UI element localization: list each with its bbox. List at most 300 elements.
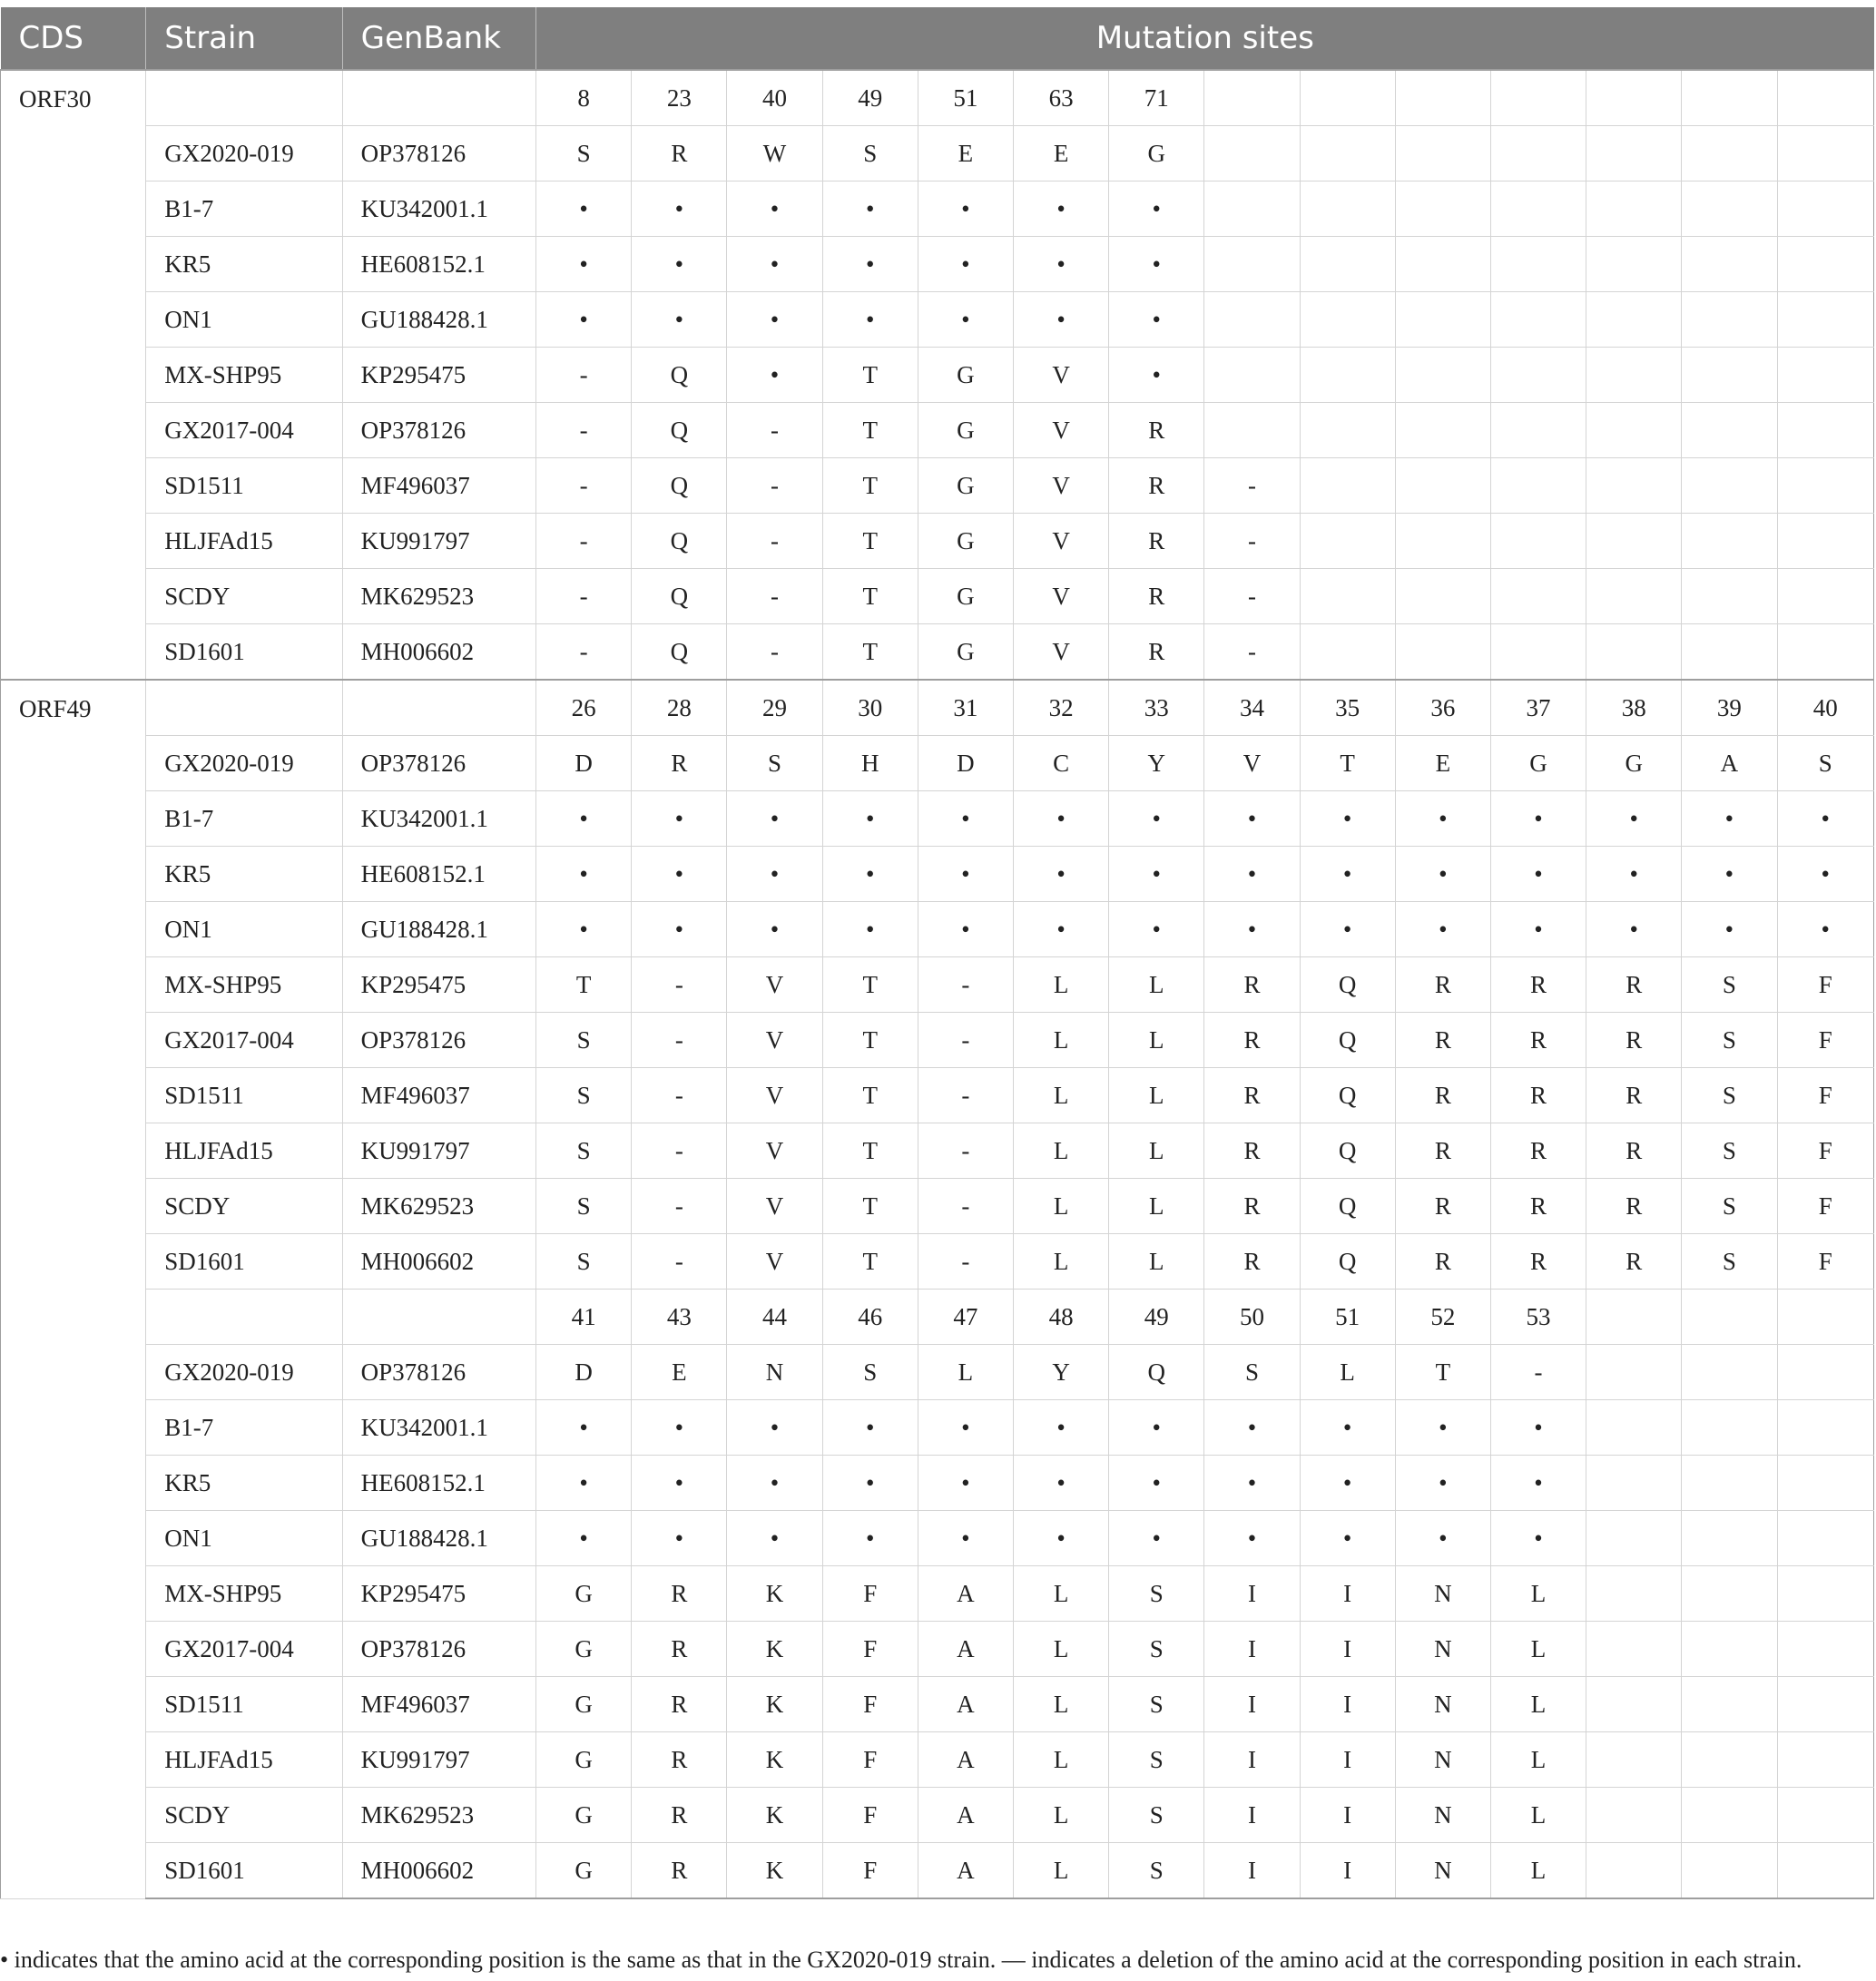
residue-cell [1777,1622,1874,1677]
residue-cell: Q [1300,1123,1395,1179]
residue-cell: • [1682,902,1777,957]
genbank-cell: KU991797 [342,1123,535,1179]
residue-cell: S [1777,736,1874,791]
residue-cell [1586,1566,1682,1622]
residue-cell: I [1300,1843,1395,1899]
residue-cell: T [822,1013,918,1068]
residue-cell: R [1490,1123,1586,1179]
residue-cell: L [1109,1068,1204,1123]
genbank-cell: MF496037 [342,1068,535,1123]
residue-cell: N [1395,1566,1490,1622]
residue-cell: R [1109,624,1204,681]
residue-cell: R [1490,1068,1586,1123]
position-cell: 38 [1586,680,1682,736]
residue-cell: R [632,1566,727,1622]
residue-cell [1300,514,1395,569]
residue-cell [1586,1400,1682,1456]
residue-cell: - [918,1068,1013,1123]
residue-cell: T [822,514,918,569]
residue-cell: V [1014,624,1109,681]
residue-cell [1204,403,1300,458]
residue-cell: V [1014,514,1109,569]
residue-cell: Q [1300,1179,1395,1234]
residue-cell: • [632,847,727,902]
header-genbank: GenBank [342,7,535,70]
residue-cell: S [1109,1677,1204,1732]
residue-cell: • [1300,1511,1395,1566]
residue-cell: • [1109,902,1204,957]
residue-cell [1395,126,1490,181]
residue-cell: I [1300,1677,1395,1732]
residue-cell: G [918,514,1013,569]
residue-cell: G [918,458,1013,514]
residue-cell: • [1300,1456,1395,1511]
residue-cell [1586,458,1682,514]
residue-cell: R [1490,1234,1586,1290]
residue-cell: - [727,624,822,681]
position-cell [1682,70,1777,126]
genbank-cell: OP378126 [342,736,535,791]
residue-cell: N [1395,1677,1490,1732]
table-row [1,1068,1874,1123]
residue-cell: S [536,1234,632,1290]
residue-cell [1777,1456,1874,1511]
residue-cell: V [727,1013,822,1068]
residue-cell: R [1586,1068,1682,1123]
header-cds: CDS [1,7,146,70]
residue-cell: L [918,1345,1013,1400]
residue-cell: Q [632,569,727,624]
genbank-cell: MH006602 [342,624,535,681]
residue-cell [1682,1677,1777,1732]
residue-cell: • [1204,1400,1300,1456]
residue-cell: • [1490,1400,1586,1456]
position-cell [1204,70,1300,126]
table-row [1,458,1874,514]
empty-cell [342,1290,535,1345]
residue-cell: C [1014,736,1109,791]
strain-cell: ON1 [146,292,342,348]
residue-cell: V [727,957,822,1013]
residue-cell: - [536,514,632,569]
residue-cell: N [1395,1843,1490,1899]
residue-cell: S [1682,1013,1777,1068]
residue-cell: V [727,1179,822,1234]
residue-cell: S [536,1013,632,1068]
residue-cell [1490,181,1586,237]
residue-cell [1777,1566,1874,1622]
residue-cell [1682,126,1777,181]
residue-cell: - [536,403,632,458]
strain-cell: SCDY [146,569,342,624]
residue-cell: - [1204,569,1300,624]
residue-cell: R [1204,1068,1300,1123]
residue-cell [1300,237,1395,292]
genbank-cell: OP378126 [342,1013,535,1068]
residue-cell: V [727,1234,822,1290]
residue-cell [1395,514,1490,569]
residue-cell: T [822,1123,918,1179]
residue-cell: Q [1300,1234,1395,1290]
residue-cell: • [632,902,727,957]
residue-cell: R [632,1622,727,1677]
residue-cell: L [1014,1123,1109,1179]
residue-cell: • [536,1511,632,1566]
residue-cell [1586,624,1682,681]
residue-cell: Q [632,403,727,458]
residue-cell: R [1204,1234,1300,1290]
strain-cell: SD1511 [146,1068,342,1123]
table-footnote: • indicates that the amino acid at the corresponding position is the same as that in the GX2020-019 strain. — indicates a deletion of the amino acid at the corresponding position in each strain. [0,1947,1802,1973]
residue-cell: • [822,292,918,348]
residue-cell: • [727,1400,822,1456]
position-cell: 48 [1014,1290,1109,1345]
position-cell: 49 [1109,1290,1204,1345]
residue-cell: R [632,1677,727,1732]
residue-cell: • [1682,847,1777,902]
residue-cell: • [727,1456,822,1511]
residue-cell: K [727,1788,822,1843]
residue-cell: L [1490,1788,1586,1843]
residue-cell: Q [1300,1013,1395,1068]
residue-cell [1682,1566,1777,1622]
residue-cell: S [1109,1843,1204,1899]
residue-cell: L [1014,1566,1109,1622]
residue-cell: F [822,1732,918,1788]
residue-cell: Q [1109,1345,1204,1400]
header-strain: Strain [146,7,342,70]
genbank-cell: GU188428.1 [342,292,535,348]
position-cell [1490,70,1586,126]
residue-cell: • [1109,1400,1204,1456]
residue-cell: • [1014,791,1109,847]
strain-cell: GX2017-004 [146,403,342,458]
residue-cell [1682,237,1777,292]
residue-cell: G [1490,736,1586,791]
strain-cell: GX2020-019 [146,736,342,791]
residue-cell: • [536,791,632,847]
residue-cell: • [1204,847,1300,902]
residue-cell: S [536,1123,632,1179]
residue-cell: • [1204,1511,1300,1566]
residue-cell [1300,458,1395,514]
residue-cell [1586,403,1682,458]
residue-cell: I [1204,1677,1300,1732]
residue-cell [1682,1788,1777,1843]
residue-cell: - [1490,1345,1586,1400]
residue-cell: S [1682,1068,1777,1123]
residue-cell: I [1300,1788,1395,1843]
residue-cell [1586,1456,1682,1511]
position-cell [1586,70,1682,126]
table-row [1,1566,1874,1622]
residue-cell: • [1395,1511,1490,1566]
residue-cell: G [536,1732,632,1788]
residue-cell [1682,403,1777,458]
residue-cell: R [1490,1179,1586,1234]
residue-cell [1300,292,1395,348]
residue-cell [1395,458,1490,514]
residue-cell: V [1204,736,1300,791]
position-cell: 32 [1014,680,1109,736]
residue-cell: T [822,624,918,681]
residue-cell: F [1777,957,1874,1013]
position-cell [1777,70,1874,126]
residue-cell: - [536,458,632,514]
residue-cell: • [1109,181,1204,237]
strain-cell: ON1 [146,902,342,957]
residue-cell: • [1300,902,1395,957]
table-row [1,1788,1874,1843]
header-mutation-sites: Mutation sites [536,7,1874,70]
residue-cell: • [727,847,822,902]
residue-cell [1395,237,1490,292]
residue-cell: N [727,1345,822,1400]
position-cell [1395,70,1490,126]
residue-cell [1395,348,1490,403]
residue-cell: L [1014,1068,1109,1123]
table-row [1,1179,1874,1234]
residue-cell: Q [632,514,727,569]
residue-cell: • [632,1456,727,1511]
residue-cell: • [1395,1456,1490,1511]
genbank-cell: HE608152.1 [342,1456,535,1511]
strain-cell: SD1601 [146,1234,342,1290]
residue-cell [1777,403,1874,458]
residue-cell: - [918,1179,1013,1234]
position-cell: 52 [1395,1290,1490,1345]
residue-cell: • [1682,791,1777,847]
residue-cell: • [1490,1511,1586,1566]
residue-cell: L [1109,1179,1204,1234]
position-cell: 34 [1204,680,1300,736]
strain-cell: MX-SHP95 [146,1566,342,1622]
residue-cell [1395,292,1490,348]
strain-cell: ON1 [146,1511,342,1566]
residue-cell: • [822,1511,918,1566]
residue-cell: K [727,1566,822,1622]
residue-cell: T [1300,736,1395,791]
residue-cell: - [918,1123,1013,1179]
residue-cell: G [918,624,1013,681]
residue-cell: I [1204,1732,1300,1788]
residue-cell: R [1109,458,1204,514]
strain-cell: B1-7 [146,181,342,237]
residue-cell: • [727,1511,822,1566]
residue-cell: F [1777,1179,1874,1234]
residue-cell [1204,292,1300,348]
residue-cell [1204,237,1300,292]
residue-cell: • [1109,791,1204,847]
genbank-cell: MK629523 [342,1788,535,1843]
residue-cell: • [727,902,822,957]
residue-cell: • [918,181,1013,237]
residue-cell: • [1490,902,1586,957]
residue-cell [1682,1511,1777,1566]
residue-cell: A [918,1788,1013,1843]
table-row [1,1511,1874,1566]
residue-cell [1204,181,1300,237]
residue-cell [1300,569,1395,624]
residue-cell: I [1300,1622,1395,1677]
genbank-cell: KU991797 [342,1732,535,1788]
residue-cell: - [727,403,822,458]
table-container [0,7,1874,1899]
position-row [1,1290,1874,1345]
residue-cell [1300,624,1395,681]
residue-cell: G [536,1677,632,1732]
residue-cell [1777,1732,1874,1788]
residue-cell [1777,181,1874,237]
residue-cell: R [1586,957,1682,1013]
residue-cell: I [1204,1566,1300,1622]
residue-cell: R [1586,1179,1682,1234]
position-cell [1300,70,1395,126]
residue-cell [1777,624,1874,681]
residue-cell: L [1490,1566,1586,1622]
strain-cell: MX-SHP95 [146,957,342,1013]
table-row [1,237,1874,292]
residue-cell: V [727,1123,822,1179]
residue-cell [1490,126,1586,181]
residue-cell: G [918,348,1013,403]
residue-cell: S [822,1345,918,1400]
residue-cell: • [1490,791,1586,847]
empty-cell [146,680,342,736]
residue-cell: • [1014,847,1109,902]
genbank-cell: KP295475 [342,957,535,1013]
residue-cell: Q [1300,1068,1395,1123]
residue-cell: L [1109,1234,1204,1290]
residue-cell: • [727,237,822,292]
table-row [1,1622,1874,1677]
residue-cell: A [918,1843,1013,1899]
residue-cell [1777,1677,1874,1732]
residue-cell [1586,1622,1682,1677]
residue-cell [1300,126,1395,181]
genbank-cell: KU991797 [342,514,535,569]
residue-cell [1777,458,1874,514]
residue-cell: R [1109,569,1204,624]
residue-cell: R [1586,1123,1682,1179]
residue-cell: • [822,181,918,237]
residue-cell: • [822,1456,918,1511]
position-cell: 40 [1777,680,1874,736]
position-cell: 39 [1682,680,1777,736]
residue-cell: G [536,1788,632,1843]
strain-cell: KR5 [146,847,342,902]
residue-cell: L [1490,1732,1586,1788]
residue-cell: V [727,1068,822,1123]
strain-cell: MX-SHP95 [146,348,342,403]
residue-cell: • [1777,847,1874,902]
residue-cell: • [1109,237,1204,292]
residue-cell: • [1586,902,1682,957]
residue-cell: • [918,292,1013,348]
residue-cell: • [1014,1400,1109,1456]
position-cell: 53 [1490,1290,1586,1345]
strain-cell: GX2020-019 [146,126,342,181]
position-cell: 40 [727,70,822,126]
residue-cell: • [1586,791,1682,847]
residue-cell: S [536,126,632,181]
residue-cell: G [1586,736,1682,791]
residue-cell: I [1300,1732,1395,1788]
genbank-cell: GU188428.1 [342,1511,535,1566]
strain-cell: B1-7 [146,1400,342,1456]
residue-cell [1777,237,1874,292]
residue-cell: I [1204,1788,1300,1843]
residue-cell: A [918,1566,1013,1622]
residue-cell: R [1204,957,1300,1013]
position-cell: 29 [727,680,822,736]
residue-cell [1490,458,1586,514]
residue-cell: K [727,1622,822,1677]
position-cell: 41 [536,1290,632,1345]
residue-cell: R [1586,1234,1682,1290]
residue-cell: E [632,1345,727,1400]
table-row [1,1843,1874,1899]
residue-cell [1490,569,1586,624]
residue-cell [1586,348,1682,403]
residue-cell: • [1490,1456,1586,1511]
position-cell: 35 [1300,680,1395,736]
residue-cell: T [1395,1345,1490,1400]
residue-cell: • [632,181,727,237]
residue-cell: • [1109,1456,1204,1511]
position-cell: 28 [632,680,727,736]
residue-cell: R [1586,1013,1682,1068]
residue-cell: S [1682,1234,1777,1290]
residue-cell: • [1300,791,1395,847]
residue-cell [1682,1345,1777,1400]
residue-cell: - [1204,514,1300,569]
residue-cell [1490,403,1586,458]
residue-cell: N [1395,1788,1490,1843]
table-body [1,70,1874,1898]
residue-cell [1586,126,1682,181]
residue-cell: • [632,791,727,847]
residue-cell: F [1777,1068,1874,1123]
residue-cell: • [822,237,918,292]
position-cell: 49 [822,70,918,126]
table-row [1,403,1874,458]
strain-cell: SD1601 [146,624,342,681]
residue-cell: S [1682,1179,1777,1234]
residue-cell: • [632,292,727,348]
residue-cell: L [1014,957,1109,1013]
residue-cell: K [727,1677,822,1732]
table-row [1,569,1874,624]
residue-cell: A [918,1677,1013,1732]
table-row [1,957,1874,1013]
residue-cell: D [536,1345,632,1400]
residue-cell [1395,403,1490,458]
genbank-cell: MH006602 [342,1843,535,1899]
residue-cell: R [1395,1234,1490,1290]
residue-cell [1777,292,1874,348]
residue-cell: • [1204,902,1300,957]
residue-cell: - [632,1013,727,1068]
residue-cell: L [1490,1677,1586,1732]
residue-cell [1490,292,1586,348]
residue-cell: S [1109,1788,1204,1843]
residue-cell: • [1014,181,1109,237]
genbank-cell: OP378126 [342,1622,535,1677]
residue-cell [1300,348,1395,403]
position-cell: 30 [822,680,918,736]
residue-cell: - [536,569,632,624]
